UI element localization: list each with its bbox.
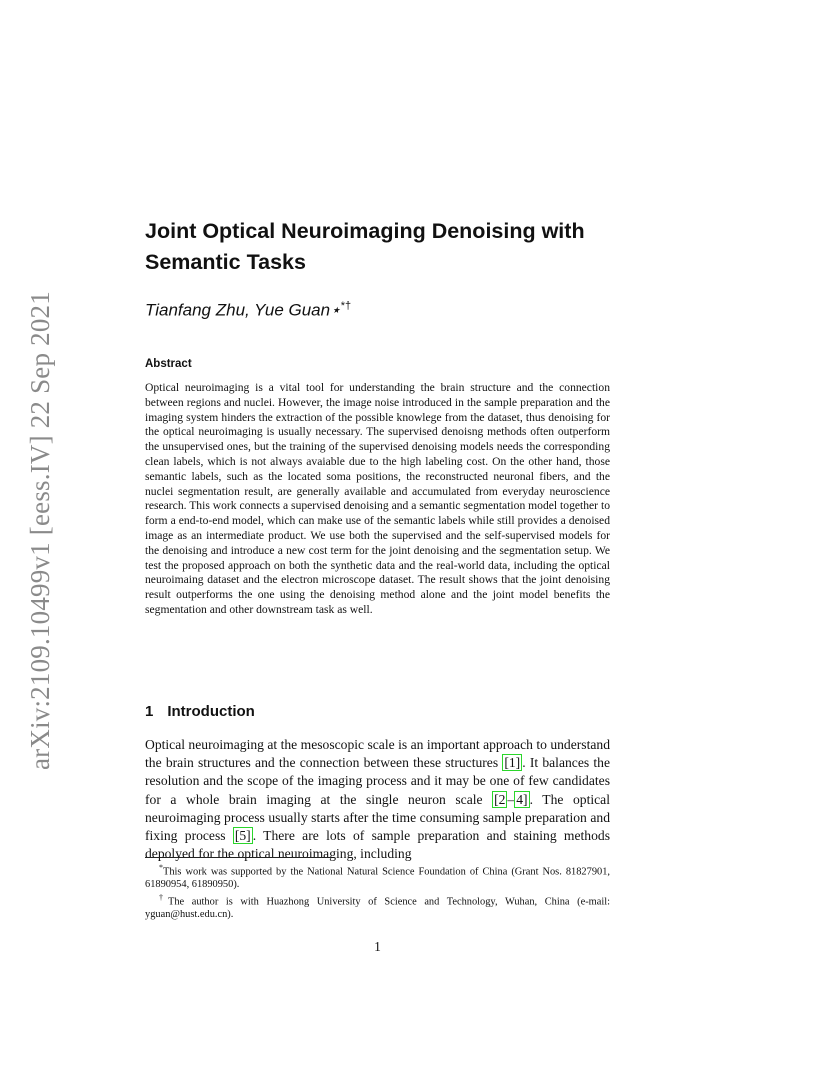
- paper-title-line-1: Joint Optical Neuroimaging Denoising with: [145, 219, 585, 243]
- citation-link[interactable]: [5]: [234, 828, 251, 844]
- intro-text-part: Optical neuroimaging at the mesoscopic scale is an important approach to understand the brain structures and the connection between these structures: [145, 737, 610, 771]
- citation-link[interactable]: [2: [494, 791, 506, 807]
- citation-link[interactable]: 4]: [516, 791, 528, 807]
- footnote-divider: [145, 857, 331, 858]
- author-list: [145, 294, 351, 323]
- intro-text-part: . It balances the resolution and the scope of the imaging process and it may be one of few candidates for a whole brain imaging at the single neuron scale: [145, 755, 610, 807]
- author-footnote-marks: *†: [340, 300, 352, 312]
- footnote-mark: *: [159, 863, 163, 872]
- author-names: Tianfang Zhu, Yue Guan⋆: [145, 300, 341, 320]
- arxiv-identifier-text: arXiv:2109.10499v1 [eess.IV] 22 Sep 2021: [25, 291, 55, 770]
- abstract-heading: Abstract: [145, 358, 192, 370]
- footnote-funding: [145, 862, 610, 892]
- arxiv-identifier-stamp: [20, 290, 60, 770]
- intro-text-part: . The optical neuroimaging process usually starts after the time consuming sample preparation and fixing process: [145, 791, 610, 844]
- page-number: 1: [374, 939, 381, 954]
- paper-title: [145, 216, 645, 278]
- section-title: Introduction: [167, 703, 255, 720]
- footnote-affiliation: [145, 892, 610, 922]
- footnote-mark: †: [159, 892, 168, 902]
- intro-text-part: . There are lots of sample preparation and staining methods depolyed for the optical neuroimaging, including: [145, 828, 610, 862]
- section-heading-introduction: [145, 703, 255, 720]
- paper-title-line-2: Semantic Tasks: [145, 250, 306, 274]
- section-number: 1: [145, 703, 154, 720]
- footnotes: [145, 862, 610, 921]
- footnote-text: This work was supported by the National Natural Science Foundation of China (Grant Nos. 81827901, 61890954, 61890950).: [145, 866, 610, 891]
- introduction-paragraph: [145, 736, 610, 863]
- citation-link[interactable]: [1]: [504, 755, 521, 771]
- citation-range-dash: –: [507, 791, 515, 807]
- abstract-text: Optical neuroimaging is a vital tool for understanding the brain structure and the connection between regions and nuclei. However, the image noise introduced in the sample preparation and the imaging system hinders the extraction of the possible knowlege from the dataset, thus denoising for the optical neuroimaging is usually necessary. The supervised denoisng methods often outperform the unsupervised ones, but the training of the supervised denoising models needs the corresponding clean labels, which is not always avaiable due to the high labeling cost. On the other hand, those semantic labels, such as the located soma positions, the reconstructed neuronal fibers, and the nuclei segmentation result, are generally available and accumulated from everyday neuroscience research. This work connects a supervised denoising and a semantic segmentation model together to form a end-to-end model, which can make use of the semantic labels while still provides a denoised image as an intermediate product. We use both the supervised and the self-supervised models for the denoising and introduce a new cost term for the joint denoising and the segmentation setup. We test the proposed approach on both the synthetic data and the real-world data, including the optical neuroimaing dataset and the electron microscope dataset. The result shows that the joint denoising result outperforms the one using the denoising method alone and the joint model benefits the segmentation and other downstream task as well.: [145, 381, 610, 616]
- footnote-text: The author is with Huazhong University of Science and Technology, Wuhan, China (e-mail: yguan@hust.edu.cn).: [145, 896, 611, 920]
